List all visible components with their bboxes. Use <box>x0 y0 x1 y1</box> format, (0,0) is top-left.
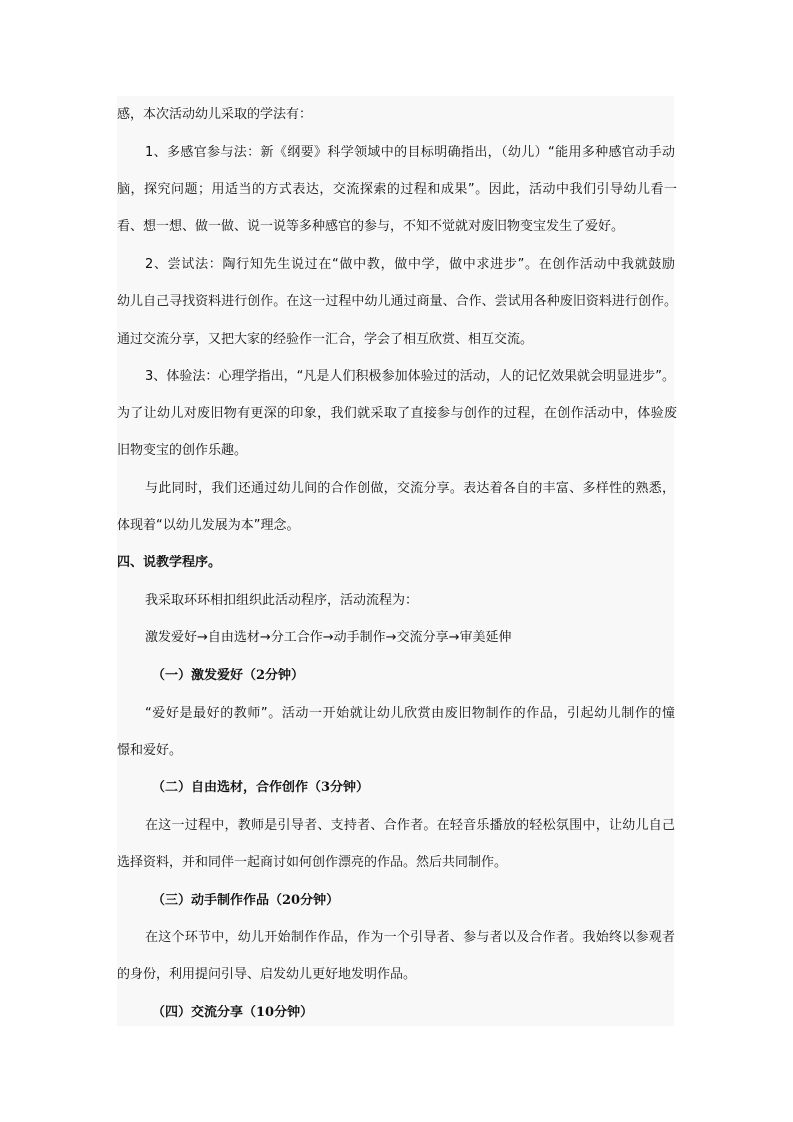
subsection-heading: （二）自由选材，合作创作（3分钟） <box>152 780 370 795</box>
subsection-heading: （四）交流分享（10分钟） <box>152 1005 314 1020</box>
paragraph-line: 感，本次活动幼儿采取的学法有： <box>117 107 313 122</box>
paragraph-line: 2、尝试法：陶行知先生说过在“做中教，做中学，做中求进步”。在创作活动中我就鼓励 <box>145 257 675 272</box>
section-heading: 四、说教学程序。 <box>117 555 222 570</box>
paragraph-line: “爱好是最好的教师”。活动一开始就让幼儿欣赏由废旧物制作的作品，引起幼儿制作的憧 <box>145 706 675 721</box>
paragraph-line: 体现着“以幼儿发展为本”理念。 <box>117 518 300 533</box>
paragraph-line: 憬和爱好。 <box>117 743 183 758</box>
paragraph-line: 为了让幼儿对废旧物有更深的印象，我们就采取了直接参与创作的过程，在创作活动中，体验废 <box>117 406 677 421</box>
paragraph-line: 我采取环环相扣组织此活动程序，活动流程为： <box>145 593 419 608</box>
paragraph-line: 1、多感官参与法：新《纲要》科学领域中的目标明确指出，（幼儿）“能用多种感官动手动 <box>145 145 675 160</box>
subsection-heading: （三）动手制作作品（20分钟） <box>152 893 340 908</box>
flow-line: 激发爱好→自由选材→分工合作→动手制作→交流分享→审美延伸 <box>145 630 512 645</box>
paragraph-line: 的身份，利用提问引导、启发幼儿更好地发明作品。 <box>117 967 417 982</box>
paragraph-line: 幼儿自己寻找资料进行创作。在这一过程中幼儿通过商量、合作、尝试用各种废旧资料进行创作。 <box>117 294 677 309</box>
paragraph-line: 与此同时，我们还通过幼儿间的合作创做，交流分享。表达着各自的丰富、多样性的熟悉， <box>145 481 675 496</box>
paragraph-line: 3、体验法：心理学指出，“凡是人们积极参加体验过的活动，人的记忆效果就会明显进步”。 <box>145 369 675 384</box>
paragraph-line: 选择资料，并和同伴一起商讨如何创作漂亮的作品。然后共同制作。 <box>117 855 508 870</box>
paragraph-line: 看、想一想、做一做、说一说等多种感官的参与，不知不觉就对废旧物变宝发生了爱好。 <box>117 219 625 234</box>
paragraph-line: 在这一过程中，教师是引导者、支持者、合作者。在轻音乐播放的轻松氛围中，让幼儿自己 <box>145 818 675 833</box>
paragraph-line: 在这个环节中，幼儿开始制作作品，作为一个引导者、参与者以及合作者。我始终以参观者 <box>145 930 675 945</box>
paragraph-line: 通过交流分享，又把大家的经验作一汇合，学会了相互欣赏、相互交流。 <box>117 332 534 347</box>
subsection-heading: （一）激发爱好（2分钟） <box>152 668 305 683</box>
paragraph-line: 旧物变宝的创作乐趣。 <box>117 443 248 458</box>
paragraph-line: 脑，探究问题；用适当的方式表达，交流探索的过程和成果”。因此，活动中我们引导幼儿看一 <box>117 182 677 197</box>
